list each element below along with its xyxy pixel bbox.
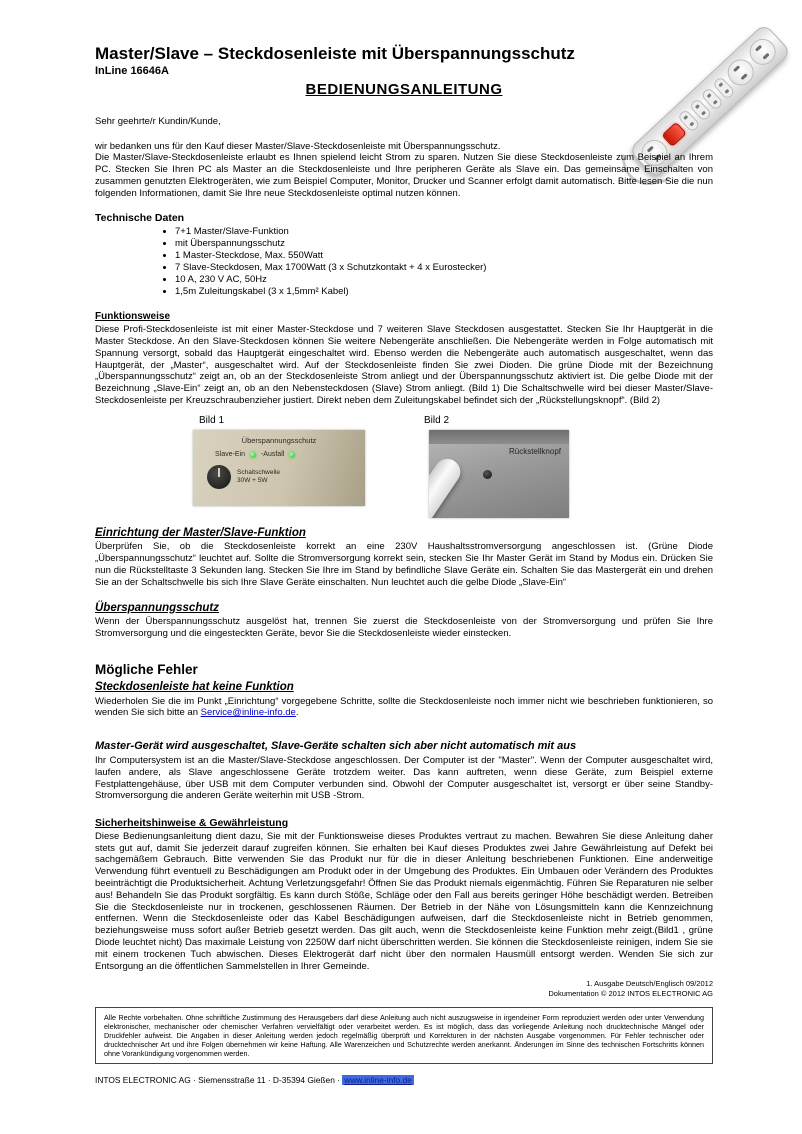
heading-keine-funktion: Steckdosenleiste hat keine Funktion bbox=[95, 680, 294, 693]
schaltschwelle-dial-icon bbox=[207, 465, 231, 489]
ausfall-label: -Ausfall bbox=[260, 451, 285, 459]
list-item: • 1 Master-Steckdose, Max. 550Watt bbox=[175, 250, 713, 262]
dial-scale: 30W + 5W bbox=[237, 477, 268, 485]
list-item: • 10 A, 230 V AC, 50Hz bbox=[175, 274, 713, 286]
bild1-caption: Überspannungsschutz bbox=[241, 435, 317, 445]
list-item: • mit Überspannungsschutz bbox=[175, 238, 713, 250]
heading-master-off: Master-Gerät wird ausgeschaltet, Slave-Geräte schalten sich aber nicht automatisch mit aus bbox=[95, 740, 577, 753]
bild2-label: Bild 2 bbox=[424, 414, 450, 426]
website-link[interactable]: www.inline-info.de bbox=[344, 1074, 412, 1085]
dial-texts bbox=[237, 469, 280, 485]
master-off-body: Ihr Computersystem ist an die Master/Slave-Steckdose angeschlossen. Der Computer ist der "Master". Wenn der Computer ausgeschaltet wird, laufen andere, als Slave angeschlossene Geräte trotzdem weiter. Das kann auftreten, wenn diese Geräte, zum Beispiel externe Festplattengehäuse, über USB mit dem Computer verbunden sind. Obwohl der Computer ausgeschaltet ist, versorgt er über seine Standby-Stromversorgung die anderen Geräte weiterhin mit USB -Strom. bbox=[95, 754, 713, 802]
heading-technische-daten: Technische Daten bbox=[95, 211, 185, 224]
edition-info bbox=[95, 979, 713, 998]
edition-line2: Dokumentation © 2012 INTOS ELECTRONIC AG bbox=[548, 989, 713, 999]
manual-title: BEDIENUNGSANLEITUNG bbox=[305, 81, 503, 98]
cable-icon bbox=[429, 453, 465, 517]
list-item: • 7+1 Master/Slave-Funktion bbox=[175, 226, 713, 238]
heading-funktionsweise: Funktionsweise bbox=[95, 311, 171, 323]
technical-data-list bbox=[95, 226, 713, 298]
page-title: Master/Slave – Steckdosenleiste mit Überspannungsschutz bbox=[95, 44, 575, 63]
service-email-link[interactable]: Service@inline-info.de bbox=[200, 707, 296, 719]
keine-funktion-text-end: . bbox=[295, 707, 299, 719]
list-item: • 1,5m Zuleitungskabel (3 x 1,5mm² Kabel) bbox=[175, 286, 713, 298]
rueckstellknopf-label: Rückstellknopf bbox=[508, 446, 561, 456]
intro-thanks: wir bedanken uns für den Kauf dieser Master/Slave-Steckdosenleiste mit Überspannungsschutz. bbox=[95, 140, 501, 152]
model-number: InLine 16646A bbox=[95, 65, 169, 77]
heading-sicherheitshinweise: Sicherheitshinweise & Gewährleistung bbox=[95, 817, 289, 830]
salutation: Sehr geehrte/r Kundin/Kunde, bbox=[95, 115, 221, 127]
dial-label: Schaltschwelle bbox=[237, 469, 280, 477]
einrichtung-body: Überprüfen Sie, ob die Steckdosenleiste korrekt an eine 230V Haushaltsstromversorgung angeschlossen ist. (Grüne Diode „Überspannungsschutz“ leuchtet auf. Sollte die Stromversorgung korrekt sein, stecken Sie Ihr Master Gerät im Stand by Modus ein. Drücken Sie nun die Rückstelltaste 3 Sekunden lang. Stecken Sie Ihre im Stand by befindliche Slave Geräte ein. Schalten Sie das Mastergerät ein und drehen Sie an der Schaltschwelle bis sich Ihre Slave Geräte einschalten. Nun leuchtet auch die gelbe Diode „Slave-Ein“ bbox=[95, 541, 713, 588]
funktionsweise-body: Diese Profi-Steckdosenleiste ist mit einer Master-Steckdose und 7 weiteren Slave Steckdosen ausgestattet. Stecken Sie Ihr Hauptgerät in die Master Steckdose. An den Slave-Steckdosen können Sie weitere Nebengeräte anschließen. Die Nebengeräte werden in Folge automatisch mit Spannung versorgt, sobald das Hauptgerät eingeschaltet wird. Ebenso werden die Nebengeräte auch automatisch ausgeschaltet, wenn das Hauptgerät, der „Master“, ausgeschaltet wird. Auf der Steckdosenleiste finden Sie zwei Dioden. Die grüne Diode mit der Bezeichnung „Überspannungsschutz“ zeigt an, ob an der Steckdosenleiste Strom anliegt und der Überspannungsschutz aktiviert ist. Die gelbe Diode mit der Bezeichnung „Slave-Ein“ zeigt an, ob an den Nebensteckdosen (Slave) Strom anliegt. (Bild 1) Die Schaltschwelle wird bei dieser Master/Slave-Steckdosenleiste per Kreuzschraubenzieher justiert. Direkt neben dem Zuleitungskabel befindet sich der „Rückstellungsknopf“. (Bild 2) bbox=[95, 324, 713, 406]
bild1-dial-row bbox=[207, 465, 365, 489]
led-green-icon bbox=[250, 452, 256, 458]
heading-ueberspannungsschutz: Überspannungsschutz bbox=[95, 601, 219, 614]
figure-labels bbox=[95, 415, 713, 427]
figure-bild2 bbox=[429, 430, 569, 518]
legal-notice-box: Alle Rechte vorbehalten. Ohne schriftliche Zustimmung des Herausgebers darf diese Anleitung auch nicht auszugsweise in irgendeiner Form reproduziert werden oder unter Verwendung elektronischer, mechanischer oder chemischer Verfahren vervielfältigt oder verarbeitet werden. Es ist möglich, dass das vorliegende Anleitung noch drucktechnische Mängel oder Druckfehler aufweist. Die Angaben in dieser Anleitung werden jedoch regelmäßig überprüft und Korrekturen in der nächsten Ausgabe vorgenommen. Für Fehler technischer oder drucktechnischer Art und ihre Folgen übernehmen wir keine Haftung. Alle Warenzeichen und Schutzrechte werden anerkannt. Änderungen im Sinne des technischen Fortschritts können ohne Vorankündigung vorgenommen werden. bbox=[95, 1007, 713, 1064]
reset-button-icon bbox=[483, 470, 492, 479]
heading-einrichtung: Einrichtung der Master/Slave-Funktion bbox=[95, 526, 306, 539]
edition-line1: 1. Ausgabe Deutsch/Englisch 09/2012 bbox=[586, 979, 713, 989]
list-item: • 7 Slave-Steckdosen, Max 1700Watt (3 x Schutzkontakt + 4 x Eurostecker) bbox=[175, 262, 713, 274]
heading-moegliche-fehler: Mögliche Fehler bbox=[95, 661, 198, 677]
sicherheitshinweise-body: Diese Bedienungsanleitung dient dazu, Sie mit der Funktionsweise dieses Produktes vertraut zu machen. Bewahren Sie diese Anleitung daher stets gut auf, damit Sie jederzeit darauf zugreifen können. Sie erhalten bei Kauf dieses Produktes zwei Jahre Gewährleistung auf Defekt bei sachgemäßem Gebrauch. Bitte verwenden Sie das Produkt nur für die in dieser Anleitung beschriebenen Funktionen. Eine anderweitige Verwendung führt eventuell zu Beschädigungen am Produkt oder in der Umgebung des Produktes. Ein Umbauen oder Verändern des Produktes beeinträchtigt die Produktsicherheit. Achtung Verletzungsgefahr! Öffnen Sie das Produkt niemals eigenmächtig. Führen Sie Reparaturen nie selber aus! Behandeln Sie das Produkt sorgfältig. Es kann durch Stöße, Schläge oder den Fall aus bereits geringer Höhe beschädigt werden. Betreiben Sie die Steckdosenleiste nur in trockenen, geschlossenen Räumen. Der Betrieb in der Nähe von Lösungsmitteln kann die Kennzeichnung entfernen. Wenn die Steckdosenleiste oder das Kabel Beschädigungen aufweisen, darf die Steckdosenleiste nicht in Betrieb genommen, beziehungsweise muss sofort außer Betrieb gesetzt werden. Das gilt auch, wenn die Steckdosenleiste keine Funktion mehr zeigt.(Bild1 , grüne Diode leuchtet nicht) Das maximale Leistung von 2250W darf nicht überschritten werden. Sie können die Steckdosenleiste reinigen, indem Sie sie mit einem trockenen Tuch abwischen. Dieses Elektrogerät darf nicht über den normalen Hausmüll entsorgt werden. Wenden Sie sich zur Entsorgung an die öffentlichen Sammelstellen in Ihrer Gemeinde. bbox=[95, 830, 713, 972]
bild2-shadow-band bbox=[429, 430, 569, 444]
intro-body: Die Master/Slave-Steckdosenleiste erlaubt es Ihnen spielend leicht Strom zu sparen. Nutzen Sie diese Steckdosenleiste zum Beispiel an Ihrem PC. Stecken Sie Ihren PC als Master an die Steckdosenleiste und Ihre peripheren Geräte als Slave ein. Das gemeinsame Einschalten von zusammen genutzten Elektrogeräten, wie zum Beispiel Computer, Monitor, Drucker und Scanner erfolgt damit automatisch. Bitte lesen Sie die nun folgenden Informationen, damit Sie Ihre neue Steckdosenleiste optimal nutzen können. bbox=[95, 152, 713, 199]
ueberspannungsschutz-body: Wenn der Überspannungsschutz ausgelöst hat, trennen Sie zuerst die Steckdosenleiste von der Stromversorgung und prüfen Sie Ihre Stromversorgung und die eingesteckten Geräte, bevor Sie die Steckdosenleiste wieder einstecken. bbox=[95, 616, 713, 640]
slave-ein-label: Slave-Ein bbox=[215, 451, 245, 459]
footer-address: INTOS ELECTRONIC AG · Siemensstraße 11 · D-35394 Gießen · bbox=[95, 1074, 343, 1085]
footer bbox=[95, 1075, 713, 1087]
keine-funktion-text: Wiederholen Sie die im Punkt „Einrichtung“ vorgegebene Schritte, sollte die Steckdosenleiste noch immer nicht wie beschrieben funktionieren, so wenden Sie sich bitte an bbox=[95, 695, 713, 719]
figure-bild1 bbox=[193, 430, 365, 506]
led-green-icon bbox=[289, 452, 295, 458]
bild1-label: Bild 1 bbox=[199, 414, 225, 426]
bild1-led-row bbox=[215, 449, 365, 461]
keine-funktion-body bbox=[95, 696, 713, 720]
figures-row bbox=[95, 430, 713, 518]
